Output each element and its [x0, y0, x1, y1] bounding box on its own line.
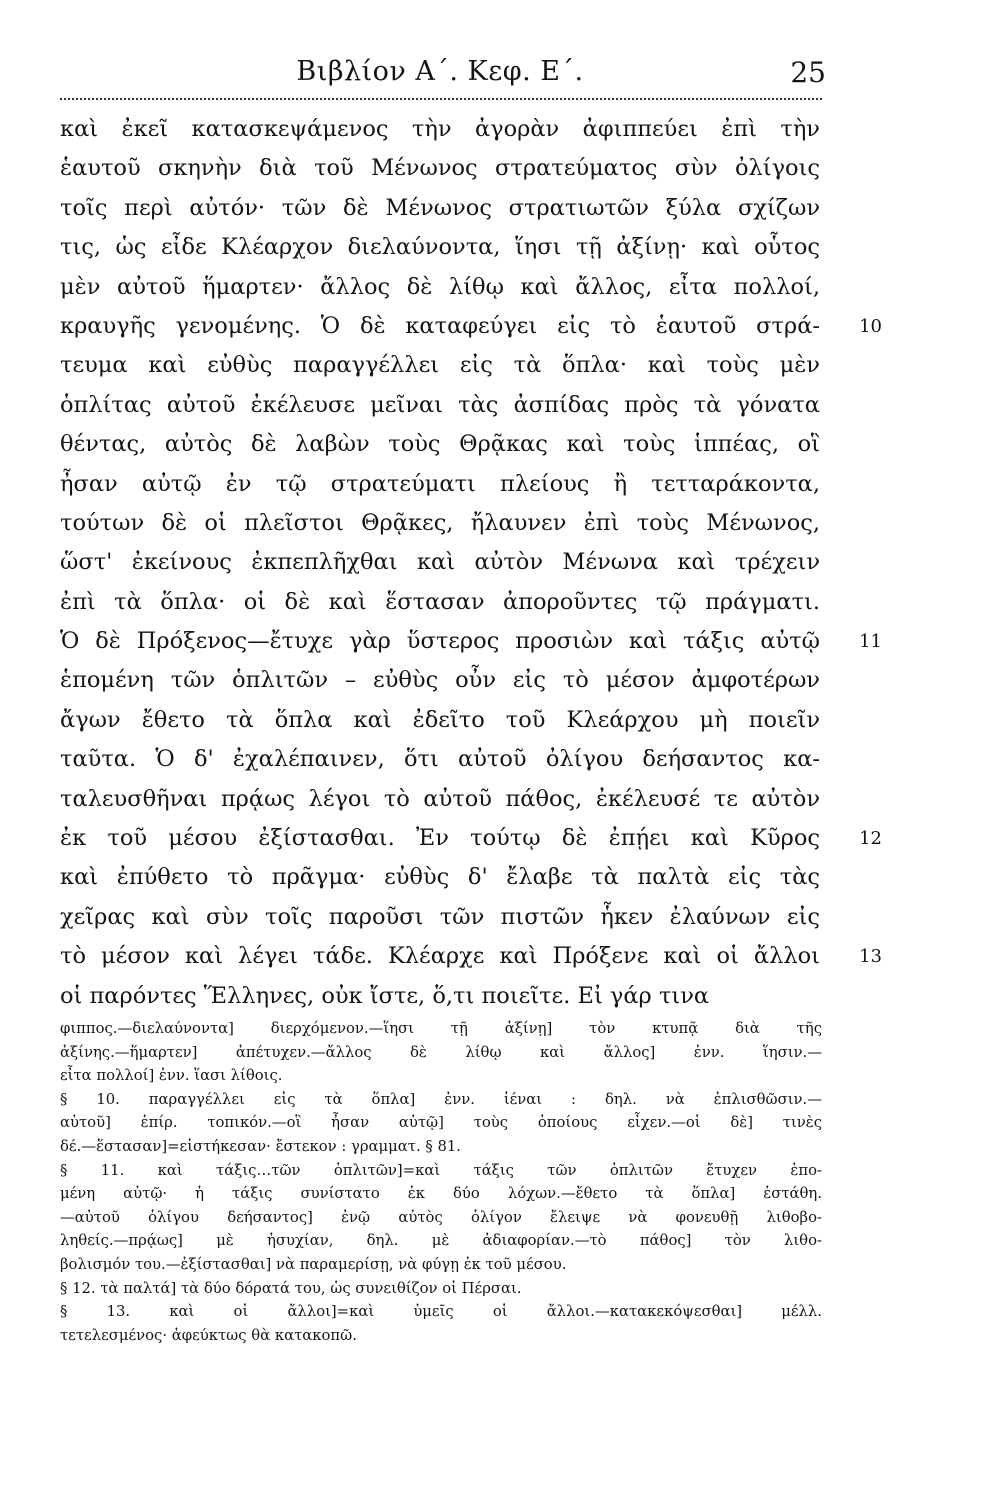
section-number: 10 [859, 315, 882, 337]
body-line [60, 346, 820, 385]
body-line-text: ἐκ τοῦ μέσου ἐξίστασθαι. Ἐν τούτῳ δὲ ἐπῄει καὶ Κῦρος [60, 825, 820, 852]
page-header [60, 50, 826, 92]
body-line-text: ἑαυτοῦ σκηνὴν διὰ τοῦ Μένωνος στρατεύματος σὺν ὀλίγοις [60, 155, 820, 182]
footnote-line: τετελεσμένος· ἀφεύκτως θὰ κατακοπῶ. [60, 1326, 357, 1344]
footnote-line: βολισμόν του.—ἐξίστασθαι] νὰ παραμερίσῃ, νὰ φύγῃ ἐκ τοῦ μέσου. [60, 1255, 567, 1273]
body-line [60, 543, 820, 582]
body-line [60, 425, 820, 464]
body-line-text: καὶ ἐκεῖ κατασκεψάμενος τὴν ἀγορὰν ἀφιππεύει ἐπὶ τὴν [60, 116, 820, 142]
footnote-line: § 12. τὰ παλτά] τὰ δύο δόρατά του, ὡς συνειθίζον οἱ Πέρσαι. [60, 1279, 522, 1297]
body-line [60, 740, 820, 779]
body-line [60, 149, 820, 188]
footnote-line: ληθείς.—πρᾴως] μὲ ἡσυχίαν, δηλ. μὲ ἀδιαφορίαν.—τὸ πάθος] τὸν λιθο- [60, 1232, 822, 1250]
footnote-line: —αὐτοῦ ὀλίγου δεήσαντος] ἐνῷ αὐτὸς ὀλίγον ἔλειψε νὰ φονευθῇ λιθοβο- [60, 1208, 822, 1226]
body-line [60, 583, 820, 622]
body-line [60, 661, 820, 700]
footnote-line: δέ.—ἕστασαν]=εἱστήκεσαν· ἔστεκον : γραμματ. § 81. [60, 1137, 462, 1155]
body-line-text: οἱ παρόντες Ἕλληνες, οὐκ ἴστε, ὅ,τι ποιεῖτε. Εἰ γάρ τινα [60, 982, 710, 1009]
body-line [60, 307, 882, 346]
footnote-line: ἀξίνης.—ἥμαρτεν] ἀπέτυχεν.—ἄλλος δὲ λίθῳ καὶ ἄλλος] ἐνν. ἵησιν.— [60, 1043, 822, 1061]
section-number: 11 [859, 631, 882, 653]
body-line-text: κραυγῆς γενομένης. Ὁ δὲ καταφεύγει εἰς τὸ ἑαυτοῦ στρά- [60, 312, 820, 339]
body-line [60, 228, 820, 267]
footnote-line: § 13. καὶ οἱ ἄλλοι]=καὶ ὑμεῖς οἱ ἄλλοι.—κατακεκόψεσθαι] μέλλ. [60, 1303, 822, 1321]
body-line [60, 504, 820, 543]
body-line-text: χεῖρας καὶ σὺν τοῖς παροῦσι τῶν πιστῶν ἧκεν ἐλαύνων εἰς [60, 903, 820, 930]
body-line [60, 937, 882, 976]
body-line [60, 268, 820, 307]
body-line [60, 701, 820, 740]
body-line [60, 622, 882, 661]
body-line-text: ἦσαν αὐτῷ ἐν τῷ στρατεύματι πλείους ἢ τετταράκοντα, [60, 470, 820, 497]
footnote-line: § 11. καὶ τάξις…τῶν ὁπλιτῶν]=καὶ τάξις τῶν ὁπλιτῶν ἔτυχεν ἑπο- [60, 1161, 822, 1179]
footnote-line: μένη αὐτῷ· ἡ τάξις συνίστατο ἐκ δύο λόχων.—ἔθετο τὰ ὅπλα] ἐστάθη. [60, 1185, 822, 1203]
footnote-line: φιππος.—διελαύνοντα] διερχόμενον.—ἵησι τῇ ἀξίνῃ] τὸν κτυπᾷ διὰ τῆς [60, 1020, 822, 1037]
body-line-text: Ὁ δὲ Πρόξενος—ἔτυχε γὰρ ὕστερος προσιὼν καὶ τάξις αὐτῷ [60, 628, 820, 655]
body-line-text: ὁπλίτας αὐτοῦ ἐκέλευσε μεῖναι τὰς ἀσπίδας πρὸς τὰ γόνατα [60, 391, 820, 418]
body-line [60, 386, 820, 425]
body-line-text: θέντας, αὐτὸς δὲ λαβὼν τοὺς Θρᾷκας καὶ τοὺς ἱππέας, οἳ [60, 431, 820, 458]
body-line-text: ταῦτα. Ὁ δ' ἐχαλέπαινεν, ὅτι αὐτοῦ ὀλίγου δεήσαντος κα- [60, 746, 820, 773]
body-line-text: ἄγων ἔθετο τὰ ὅπλα καὶ ἐδεῖτο τοῦ Κλεάρχου μὴ ποιεῖν [60, 706, 820, 733]
body-line-text: ταλευσθῆναι πρᾴως λέγοι τὸ αὐτοῦ πάθος, ἐκέλευσέ τε αὐτὸν [60, 785, 820, 812]
body-line [60, 465, 820, 504]
body-line [60, 189, 820, 228]
body-line-text: ἐπὶ τὰ ὅπλα· οἱ δὲ καὶ ἕστασαν ἀποροῦντες τῷ πράγματι. [60, 588, 820, 615]
footnotes [60, 1017, 822, 1347]
running-title: Βιβλίον Α΄. Κεφ. Ε΄. [296, 56, 584, 87]
body-line [60, 780, 820, 819]
body-line [60, 898, 820, 937]
body-line-text: καὶ ἐπύθετο τὸ πρᾶγμα· εὐθὺς δ' ἔλαβε τὰ παλτὰ εἰς τὰς [60, 864, 820, 891]
body-line-text: ἑπομένη τῶν ὁπλιτῶν – εὐθὺς οὖν εἰς τὸ μέσον ἀμφοτέρων [60, 667, 820, 694]
body-line-text: μὲν αὐτοῦ ἥμαρτεν· ἄλλος δὲ λίθῳ καὶ ἄλλος, εἶτα πολλοί, [60, 273, 820, 300]
footnote-line: § 10. παραγγέλλει εἰς τὰ ὅπλα] ἐνν. ἰέναι : δηλ. νὰ ἐπλισθῶσιν.— [60, 1090, 822, 1108]
body-line [60, 977, 820, 1016]
footnote-line: αὐτοῦ] ἐπίρ. τοπικόν.—οἳ ἦσαν αὐτῷ] τοὺς ὁποίους εἶχεν.—οἱ δὲ] τινὲς [60, 1114, 822, 1132]
section-number: 12 [859, 828, 882, 850]
body-line-text: τὸ μέσον καὶ λέγει τάδε. Κλέαρχε καὶ Πρόξενε καὶ οἱ ἄλλοι [60, 943, 820, 970]
main-text [60, 110, 882, 1016]
section-number: 13 [859, 946, 882, 968]
body-line [60, 110, 820, 149]
body-line-text: τευμα καὶ εὐθὺς παραγγέλλει εἰς τὰ ὅπλα· καὶ τοὺς μὲν [60, 352, 820, 379]
body-line-text: τις, ὡς εἶδε Κλέαρχον διελαύνοντα, ἵησι τῇ ἀξίνῃ· καὶ οὗτος [60, 234, 820, 261]
body-line [60, 819, 882, 858]
body-line [60, 858, 820, 897]
body-line-text: ὥστ' ἐκείνους ἐκπεπλῆχθαι καὶ αὐτὸν Μένωνα καὶ τρέχειν [60, 549, 820, 576]
footnote-line: εἶτα πολλοί] ἐνν. ἵασι λίθοις. [60, 1067, 283, 1085]
body-line-text: τούτων δὲ οἱ πλεῖστοι Θρᾷκες, ἤλαυνεν ἐπὶ τοὺς Μένωνος, [60, 509, 820, 536]
page-number: 25 [790, 56, 826, 89]
body-line-text: τοῖς περὶ αὐτόν· τῶν δὲ Μένωνος στρατιωτῶν ξύλα σχίζων [60, 194, 820, 221]
header-rule [60, 98, 822, 100]
